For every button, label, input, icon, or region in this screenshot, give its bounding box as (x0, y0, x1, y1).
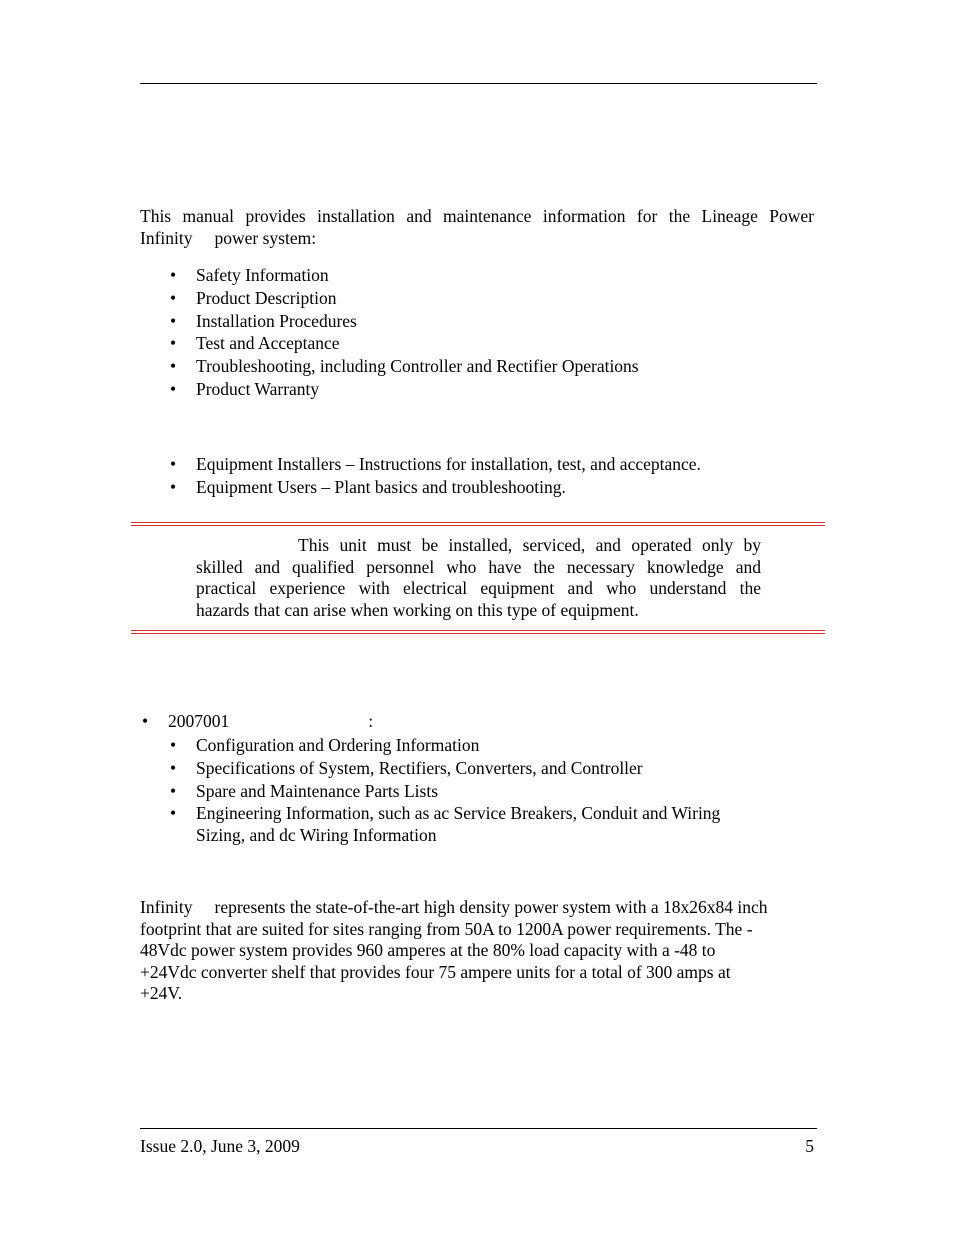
bullet-icon: • (170, 454, 177, 474)
list-item: • Spare and Maintenance Parts Lists (170, 780, 439, 801)
list-item: • Engineering Information, such as ac Service Breakers, Conduit and Wiring Sizing, and dc Wiring Information (170, 803, 721, 846)
list-item: • Troubleshooting, including Controller and Rectifier Operations (170, 356, 639, 377)
page-number: 5 (805, 1136, 814, 1156)
list-item: • Installation Procedures (170, 310, 357, 331)
list-item: • Equipment Installers – Instructions for installation, test, and acceptance. (170, 454, 701, 474)
intro-paragraph (140, 206, 814, 249)
intro-line-2-rest: power system: (214, 227, 317, 248)
warning-line-4: hazards that can arise when working on this type of equipment. (196, 599, 639, 620)
description-line-1: Infinity represents the state-of-the-art high density power system with a 18x26x84 inch (140, 897, 768, 917)
related-items-list (170, 734, 721, 846)
list-item: • Product Description (170, 287, 337, 308)
bullet-icon: • (170, 310, 177, 331)
list-item: • Test and Acceptance (170, 333, 340, 354)
warning-text (196, 535, 761, 621)
warning-line-2: skilled and qualified personnel who have the necessary knowledge and (196, 556, 761, 577)
bullet-icon: • (170, 287, 177, 308)
warning-line-3: practical experience with electrical equipment and who understand the (196, 578, 761, 599)
description-line-4: +24Vdc converter shelf that provides four 75 ampere units for a total of 300 amps at (140, 961, 731, 982)
doc-colon: : (368, 711, 374, 731)
intro-line-1: This manual provides installation and maintenance information for the Lineage Power (140, 206, 814, 226)
contents-list (170, 264, 639, 401)
bullet-icon: • (170, 735, 177, 755)
bullet-icon: • (170, 333, 177, 354)
header-rule (140, 83, 817, 84)
bullet-icon: • (170, 476, 177, 497)
footer-rule (140, 1128, 817, 1129)
bullet-icon: • (170, 265, 177, 285)
bullet-icon: • (170, 780, 177, 801)
audience-list (170, 453, 701, 499)
list-item: • Safety Information (170, 265, 329, 285)
bullet-icon: • (170, 803, 177, 824)
related-doc-list (142, 710, 374, 733)
intro-line-2 (140, 228, 814, 250)
description-line-5: +24V. (140, 983, 183, 1003)
list-item: • Specifications of System, Rectifiers, Converters, and Controller (170, 757, 643, 778)
bullet-icon: • (170, 378, 177, 399)
list-item (142, 710, 374, 733)
list-item: • Configuration and Ordering Information (170, 735, 480, 755)
list-item: • Product Warranty (170, 378, 320, 399)
footer-issue: Issue 2.0, June 3, 2009 (140, 1136, 300, 1156)
warning-bottom-rule (131, 630, 825, 634)
warning-line-1: This unit must be installed, serviced, and operated only by (298, 535, 761, 555)
bullet-icon: • (170, 356, 177, 377)
doc-number: 2007001 (168, 711, 230, 731)
description-line-2: footprint that are suited for sites ranging from 50A to 1200A power requirements. The - (140, 918, 753, 939)
warning-top-rule (131, 522, 825, 526)
list-item: • Equipment Users – Plant basics and troubleshooting. (170, 476, 566, 497)
bullet-icon: • (170, 757, 177, 778)
description-line-3: 48Vdc power system provides 960 amperes at the 80% load capacity with a -48 to (140, 940, 716, 960)
description-paragraph (140, 897, 814, 1005)
bullet-icon: • (142, 711, 149, 731)
product-name: Infinity (140, 227, 193, 248)
